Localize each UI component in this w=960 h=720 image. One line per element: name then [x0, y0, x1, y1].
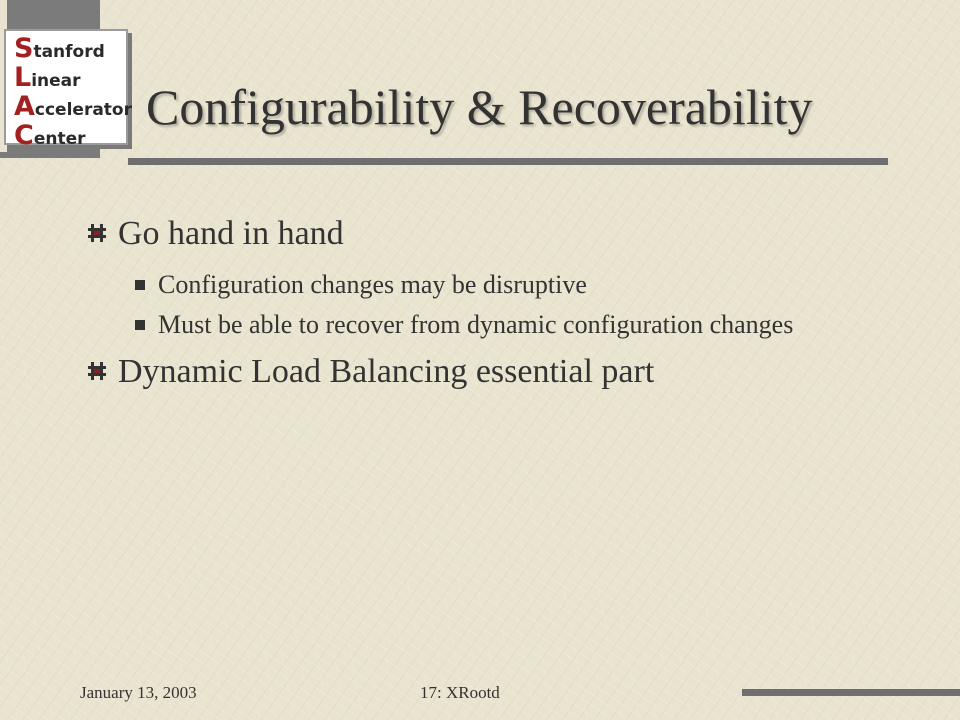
square-bullet-icon: [135, 280, 145, 290]
sub-bullet-text: Must be able to recover from dynamic configuration changes: [158, 310, 794, 339]
sub-bullet-list: [80, 268, 940, 342]
slide-title: Configurability & Recoverability: [146, 79, 813, 135]
bullet-text: Go hand in hand: [118, 215, 344, 252]
square-bullet-icon: [135, 320, 145, 330]
logo-line-center: Center: [14, 120, 86, 151]
logo-line-stanford: Stanford: [14, 33, 105, 64]
sub-bullet-item: [80, 268, 940, 302]
bullet-list: [80, 208, 940, 398]
bullet-icon: [88, 362, 106, 380]
footer-rule: [742, 689, 960, 696]
bullet-icon: [88, 224, 106, 242]
sub-bullet-text: Configuration changes may be disruptive: [158, 270, 587, 299]
title-underline-rule: [128, 158, 888, 165]
logo-line-linear: Linear: [14, 62, 81, 93]
footer-date: January 13, 2003: [80, 683, 197, 702]
logo-line-accelerator: Accelerator: [14, 91, 132, 122]
bullet-text: Dynamic Load Balancing essential part: [118, 353, 655, 390]
bullet-item: [80, 346, 940, 398]
bullet-item: [80, 208, 940, 260]
sub-bullet-item: [80, 308, 940, 342]
slac-logo: [4, 29, 132, 151]
footer-title: 17: XRootd: [420, 683, 500, 702]
